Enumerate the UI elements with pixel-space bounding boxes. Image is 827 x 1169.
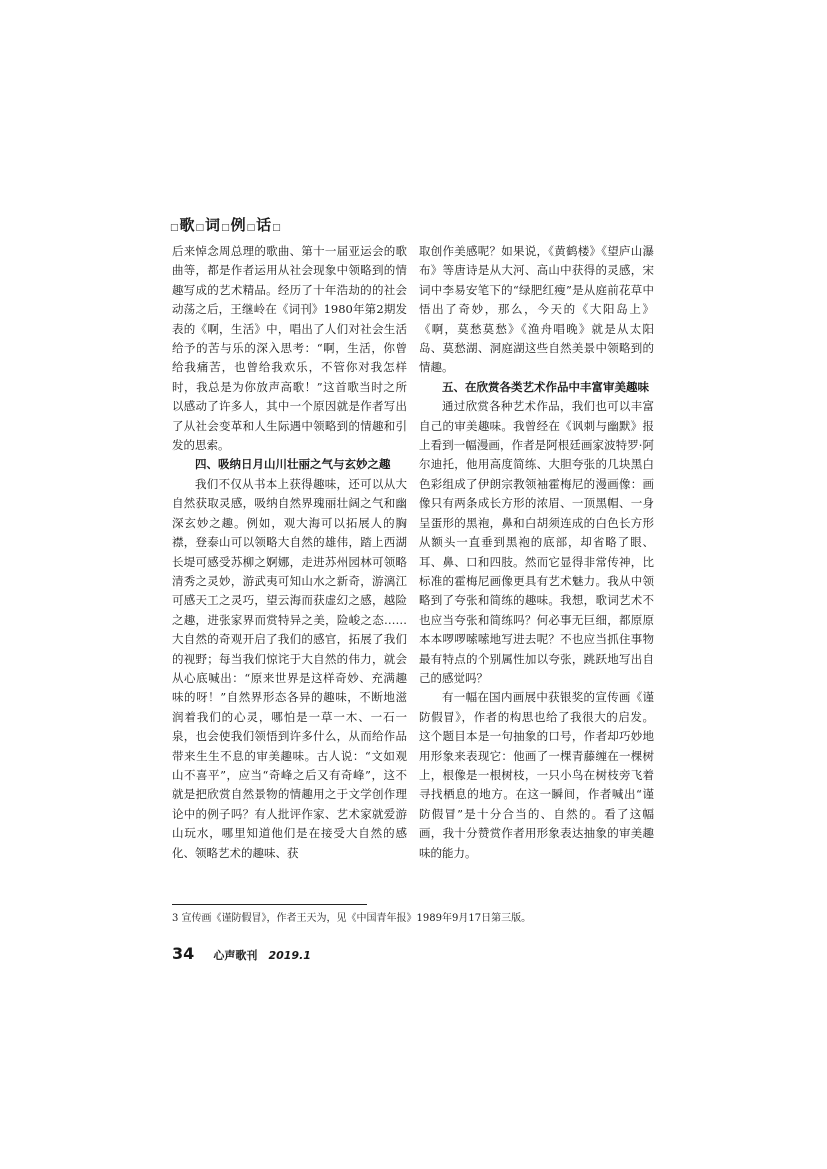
paragraph: 通过欣赏各种艺术作品，我们也可以丰富自己的审美趣味。我曾经在《讽刺与幽默》报上看到一幅漫画，作者是阿根廷画家波特罗·阿尔迪托，他用高度简练、大胆夸张的几块黑白色彩组成了伊朗宗教领袖霍梅尼的漫画像：画像只有两条成长方形的浓眉、一顶黑帽、一身呈蛋形的黑袍，鼻和白胡须连成的白色长方形从额头一直垂到黑袍的底部，却省略了眼、耳、鼻、口和四肢。然而它显得非常传神，比标准的霍梅尼画像更具有艺术魅力。我从中领略到了夸张和简练的趣味。我想，歌词艺术不也应当夸张和简练吗？何必事无巨细，都原原本本啰啰嗦嗦地写进去呢？不也应当抓住事物最有特点的个别属性加以夸张，跳跃地写出自己的感觉吗？ [419, 399, 654, 685]
header-char: 词 [205, 216, 222, 234]
journal-issue: 2019.1 [268, 949, 311, 962]
section-heading: 五、在欣赏各类艺术作品中丰富审美趣味 [442, 379, 649, 394]
left-column [172, 242, 407, 863]
footnote: 3 宣传画《谨防假冒》，作者王天为，见《中国青年报》1989年9月17日第三版。 [172, 913, 532, 924]
paragraph: 取创作美感呢？如果说，《黄鹤楼》《望庐山瀑布》等唐诗是从大河、高山中获得的灵感，宋词中李易安笔下的“绿肥红瘦”是从庭前花草中悟出了奇妙，那么，今天的《大阳岛上》《啊，莫愁莫愁》《渔舟唱晚》就是从太阳岛、莫愁湖、洞庭湖这些自然美景中领略到的情趣。 [419, 244, 654, 375]
column-header [170, 214, 282, 235]
page-number: 34 [172, 944, 195, 963]
header-ornament: □ [272, 223, 282, 233]
header-ornament: □ [195, 223, 206, 233]
paragraph: 有一幅在国内画展中获银奖的宣传画《谨防假冒》，作者的构思也给了我很大的启发。这个题目本是一句抽象的口号，作者却巧妙地用形象来表现它：他画了一棵青藤缠在一棵树上，根像是一根树枝，一只小鸟在树枝旁飞着寻找栖息的地方。在这一瞬间，作者喊出“谨防假冒”是十分合当的、自然的。看了这幅画，我十分赞赏作者用形象表达抽象的审美趣味的能力。 [419, 690, 654, 860]
header-char: 例 [230, 216, 247, 234]
footnote-divider [172, 904, 367, 905]
section-heading: 四、吸纳日月山川壮丽之气与玄妙之趣 [195, 457, 391, 472]
header-ornament: □ [170, 223, 180, 233]
paragraph: 我们不仅从书本上获得趣味，还可以从大自然获取灵感，吸纳自然界瑰丽壮阔之气和幽深玄妙之趣。例如，观大海可以拓展人的胸襟，登泰山可以领略大自然的雄伟，踏上西湖长堤可感受苏柳之婀娜，走进苏州园林可领略清秀之灵妙，游武夷可知山水之新奇，游漓江可感天工之灵巧，望云海而获虚幻之感，越险之趣，进张家界而赏特异之美，险峻之态……大自然的奇观开启了我们的感官，拓展了我们的视野；每当我们惊诧于大自然的伟力，就会从心底喊出：“原来世界是这样奇妙、充满趣味的呀！”自然界形态各异的趣味，不断地滋润着我们的心灵，哪怕是一草一木、一石一泉，也会使我们领悟到许多什么，从而给作品带来生生不息的审美趣味。古人说：“文如观山不喜平”，应当“奇峰之后又有奇峰”，这不就是把欣赏自然景物的情趣用之于文学创作理论中的例子吗？有人批评作家、艺术家就爱游山玩水，哪里知道他们是在接受大自然的感化、领略艺术的趣味、获 [172, 476, 407, 860]
paragraph: 后来悼念周总理的歌曲、第十一届亚运会的歌曲等，都是作者运用从社会现象中领略到的情趣写成的艺术精品。经历了十年浩劫的的社会动荡之后，王继岭在《词刊》1980年第2期发表的《啊，生活》中，唱出了人们对社会生活给予的苦与乐的深入思考：“啊，生活，你曾给我痛苦，也曾给我欢乐，不管你对我怎样时，我总是为你放声高歌！”这首歌当时之所以感动了许多人，其中一个原因就是作者写出了从社会变革和人生际遇中领略到的情趣和引发的思索。 [172, 244, 407, 453]
right-column [419, 242, 654, 863]
header-char: 歌 [179, 216, 196, 234]
header-ornament: □ [246, 223, 257, 233]
header-ornament: □ [221, 223, 231, 233]
header-char: 话 [256, 216, 273, 234]
page-footer [172, 944, 311, 963]
journal-name: 心声歌刊 [213, 949, 258, 962]
